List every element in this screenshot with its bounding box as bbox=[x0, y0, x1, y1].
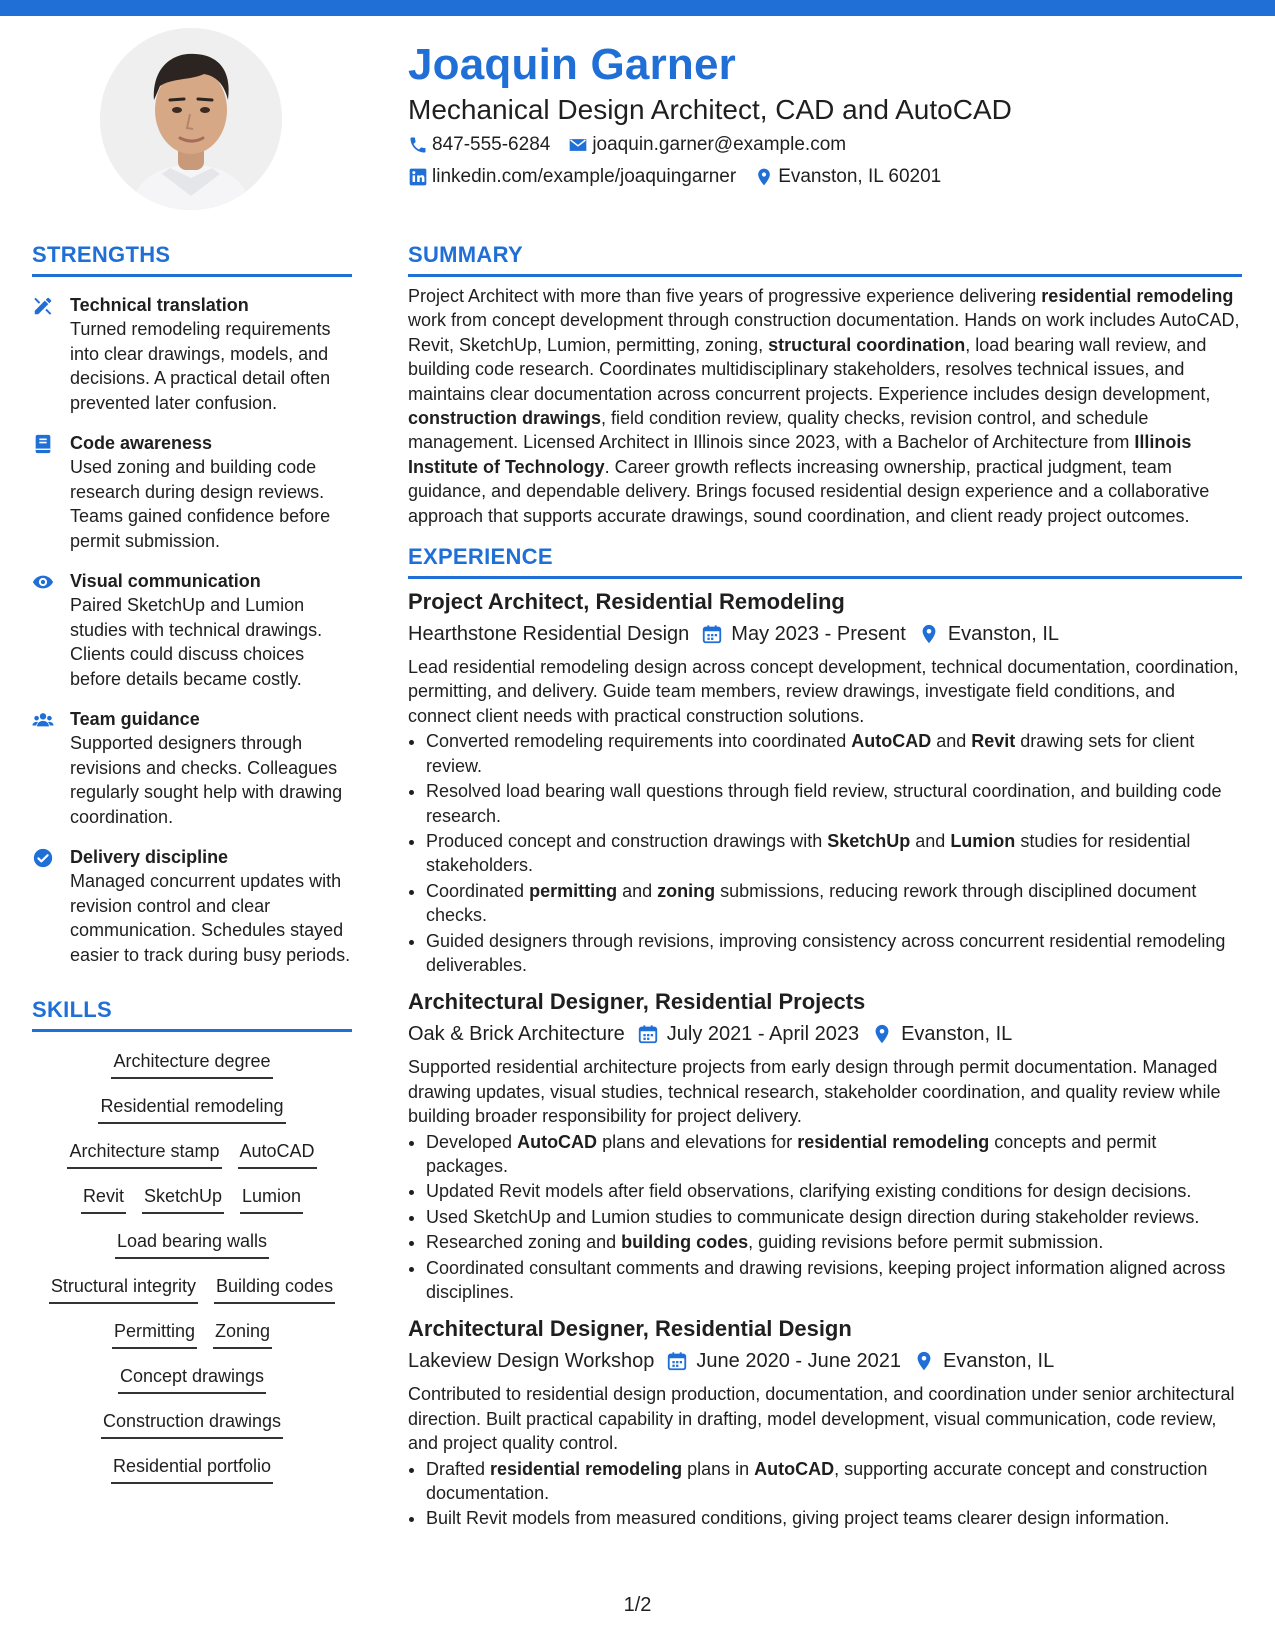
strength-heading: Delivery discipline bbox=[70, 847, 229, 867]
left-column bbox=[32, 242, 352, 1492]
map-pin-icon bbox=[871, 1023, 901, 1045]
strength-description: Turned remodeling requirements into clear drawings, models, and decisions. A practical detail often prevented later confusion. bbox=[70, 319, 331, 413]
bullet-item: • Updated Revit models after field observations, clarifying existing conditions for design decisions. bbox=[426, 1179, 1242, 1203]
bold-keyword: residential remodeling bbox=[490, 1458, 683, 1479]
summary-heading: SUMMARY bbox=[408, 242, 523, 267]
skill-tag: Architecture degree bbox=[111, 1050, 272, 1079]
skill-tag: Residential remodeling bbox=[98, 1095, 285, 1124]
linkedin-icon bbox=[408, 167, 428, 187]
bullet-item: • Developed AutoCAD plans and elevations for residential remodeling concepts and permit packages. bbox=[426, 1130, 1242, 1179]
job-dates: May 2023 - Present bbox=[731, 623, 906, 646]
bold-keyword: structural coordination bbox=[768, 334, 966, 355]
candidate-title: Mechanical Design Architect, CAD and AutoCAD bbox=[408, 94, 1012, 125]
skills-list bbox=[32, 1042, 352, 1492]
calendar-icon bbox=[637, 1023, 667, 1045]
job-bullets bbox=[408, 1130, 1242, 1305]
avatar bbox=[100, 28, 282, 210]
job-dates: June 2020 - June 2021 bbox=[696, 1350, 902, 1373]
location-contact bbox=[754, 166, 941, 188]
skills-heading: SKILLS bbox=[32, 997, 113, 1022]
users-icon bbox=[32, 707, 54, 731]
job-meta bbox=[408, 619, 1242, 649]
bullet-item: • Produced concept and construction drawings with SketchUp and Lumion studies for residential stakeholders. bbox=[426, 829, 1242, 878]
linkedin-text: linkedin.com/example/joaquingarner bbox=[432, 166, 737, 187]
bullet-item: • Used SketchUp and Lumion studies to communicate design direction during stakeholder reviews. bbox=[426, 1205, 1242, 1229]
skill-tag: Residential portfolio bbox=[111, 1455, 273, 1484]
bullet-item: • Built Revit models from measured conditions, giving project teams clearer design information. bbox=[426, 1506, 1242, 1530]
contact-row-1 bbox=[408, 134, 864, 156]
skill-tag: Permitting bbox=[112, 1320, 197, 1349]
job-title: Project Architect, Residential Remodeling bbox=[408, 589, 845, 615]
page-number: 1/2 bbox=[623, 1594, 652, 1616]
skill-tag: Structural integrity bbox=[49, 1275, 198, 1304]
bold-keyword: SketchUp bbox=[827, 830, 911, 851]
bullet-item: • Coordinated consultant comments and drawing revisions, keeping project information aligned across disciplines. bbox=[426, 1256, 1242, 1305]
strength-heading: Code awareness bbox=[70, 433, 213, 453]
eye-icon bbox=[32, 569, 54, 593]
strength-item bbox=[32, 569, 352, 691]
skill-tag: Architecture stamp bbox=[67, 1140, 221, 1169]
calendar-icon bbox=[701, 623, 731, 645]
strength-item bbox=[32, 707, 352, 829]
strength-item bbox=[32, 293, 352, 415]
bold-keyword: building codes bbox=[621, 1232, 749, 1253]
job-location: Evanston, IL bbox=[901, 1023, 1013, 1046]
envelope-icon bbox=[568, 135, 588, 155]
right-column bbox=[408, 242, 1242, 1532]
pencil-ruler-icon bbox=[32, 293, 54, 317]
strength-item bbox=[32, 845, 352, 967]
skill-tag: Building codes bbox=[214, 1275, 335, 1304]
calendar-icon bbox=[666, 1350, 696, 1372]
bold-keyword: Illinois Institute of Technology bbox=[408, 432, 1192, 477]
job-entry bbox=[408, 987, 1242, 1304]
skill-tag: Revit bbox=[81, 1185, 126, 1214]
strength-heading: Technical translation bbox=[70, 295, 249, 315]
strength-description: Managed concurrent updates with revision control and clear communication. Schedules stayed easier to track during busy periods. bbox=[70, 871, 351, 965]
strength-heading: Visual communication bbox=[70, 571, 261, 591]
check-circle-icon bbox=[32, 845, 54, 869]
company-name: Oak & Brick Architecture bbox=[408, 1023, 625, 1046]
bullet-item: • Researched zoning and building codes, guiding revisions before permit submission. bbox=[426, 1230, 1242, 1254]
bold-keyword: AutoCAD bbox=[851, 731, 932, 752]
strength-item bbox=[32, 431, 352, 553]
profile-photo bbox=[100, 28, 282, 210]
summary-divider bbox=[408, 274, 1242, 277]
job-entry bbox=[408, 587, 1242, 977]
strength-description: Used zoning and building code research during design reviews. Teams gained confidence before permit submission. bbox=[70, 457, 331, 551]
job-meta bbox=[408, 1346, 1242, 1376]
bold-keyword: AutoCAD bbox=[754, 1458, 835, 1479]
top-accent-bar bbox=[0, 0, 1275, 16]
experience-heading: EXPERIENCE bbox=[408, 544, 553, 570]
bullet-item: • Converted remodeling requirements into coordinated AutoCAD and Revit drawing sets for client review. bbox=[426, 729, 1242, 778]
map-pin-icon bbox=[913, 1350, 943, 1372]
book-icon bbox=[32, 431, 54, 455]
company-name: Lakeview Design Workshop bbox=[408, 1350, 655, 1373]
strength-heading: Team guidance bbox=[70, 709, 200, 729]
summary-text: Project Architect with more than five years of progressive experience delivering residential remodeling work from concept development through construction documentation. Hands on work includes AutoCAD, Revit, SketchUp, Lumion, permitting, zoning, structural coordination, load bearing wall review, and building code research. Coordinates multidisciplinary stakeholders, resolves technical issues, and maintains clear documentation across concurrent projects. Experience includes design development, construction drawings, field condition review, quality checks, revision control, and schedule management. Licensed Architect in Illinois since 2023, with a Bachelor of Architecture from Illinois Institute of Technology. Career growth reflects increasing ownership, practical judgment, team guidance, and dependable delivery. Brings focused residential design experience and a collaborative approach that supports accurate drawings, sound coordination, and client ready project outcomes. bbox=[408, 286, 1240, 526]
skill-tag: Lumion bbox=[240, 1185, 303, 1214]
bold-keyword: Revit bbox=[971, 731, 1016, 752]
skill-tag: AutoCAD bbox=[238, 1140, 317, 1169]
linkedin-contact[interactable] bbox=[408, 166, 736, 188]
phone-icon bbox=[408, 135, 428, 155]
job-meta bbox=[408, 1019, 1242, 1049]
skills-divider bbox=[32, 1029, 352, 1032]
strengths-divider bbox=[32, 274, 352, 277]
bullet-item: • Coordinated permitting and zoning submissions, reducing rework through disciplined document checks. bbox=[426, 879, 1242, 928]
contact-row-2 bbox=[408, 166, 959, 188]
candidate-name: Joaquin Garner bbox=[408, 40, 736, 89]
bold-keyword: permitting bbox=[529, 880, 618, 901]
phone-contact[interactable] bbox=[408, 134, 550, 156]
job-entry bbox=[408, 1314, 1242, 1530]
bullet-item: • Resolved load bearing wall questions through field review, structural coordination, and building code research. bbox=[426, 779, 1242, 828]
bold-keyword: zoning bbox=[657, 880, 716, 901]
job-title: Architectural Designer, Residential Projects bbox=[408, 989, 866, 1015]
bullet-item: • Guided designers through revisions, improving consistency across concurrent residential remodeling deliverables. bbox=[426, 929, 1242, 978]
bold-keyword: residential remodeling bbox=[797, 1131, 990, 1152]
job-bullets bbox=[408, 1457, 1242, 1531]
job-description: Supported residential architecture projects from early design through permit documentation. Managed drawing updates, visual studies, technical research, stakeholder coordination, and quality review while building broader responsibility for project delivery. bbox=[408, 1057, 1221, 1127]
bold-keyword: construction drawings bbox=[408, 408, 602, 429]
job-description: Contributed to residential design production, documentation, and coordination under senior architectural direction. Built practical capability in drafting, model development, visual communication, code review, and project quality control. bbox=[408, 1384, 1235, 1454]
job-title: Architectural Designer, Residential Design bbox=[408, 1316, 852, 1342]
map-pin-icon bbox=[918, 623, 948, 645]
skill-tag: Zoning bbox=[213, 1320, 272, 1349]
strength-description: Paired SketchUp and Lumion studies with technical drawings. Clients could discuss choices before details became costly. bbox=[70, 595, 323, 689]
map-pin-icon bbox=[754, 167, 774, 187]
skill-tag: SketchUp bbox=[142, 1185, 224, 1214]
skill-tag: Load bearing walls bbox=[115, 1230, 269, 1259]
company-name: Hearthstone Residential Design bbox=[408, 623, 690, 646]
skill-tag: Concept drawings bbox=[118, 1365, 266, 1394]
email-text: joaquin.garner@example.com bbox=[592, 134, 847, 155]
job-location: Evanston, IL bbox=[943, 1350, 1055, 1373]
skill-tag: Construction drawings bbox=[101, 1410, 283, 1439]
job-description: Lead residential remodeling design across concept development, technical documentation, coordination, permitting, and delivery. Guide team members, review drawings, investigate field conditions, and connect client needs with practical construction solutions. bbox=[408, 657, 1239, 726]
bold-keyword: AutoCAD bbox=[517, 1131, 598, 1152]
email-contact[interactable] bbox=[568, 134, 846, 156]
location-text: Evanston, IL 60201 bbox=[778, 166, 942, 187]
job-location: Evanston, IL bbox=[947, 623, 1059, 646]
experience-divider bbox=[408, 576, 1242, 579]
bullet-item: • Drafted residential remodeling plans in AutoCAD, supporting accurate concept and construction documentation. bbox=[426, 1457, 1242, 1506]
bold-keyword: Lumion bbox=[950, 830, 1016, 851]
strength-description: Supported designers through revisions and checks. Colleagues regularly sought help with drawing coordination. bbox=[70, 733, 343, 827]
bold-keyword: residential remodeling bbox=[1041, 286, 1234, 306]
phone-text: 847-555-6284 bbox=[432, 134, 551, 155]
job-bullets bbox=[408, 729, 1242, 977]
job-dates: July 2021 - April 2023 bbox=[666, 1023, 860, 1046]
strengths-heading: STRENGTHS bbox=[32, 242, 171, 267]
